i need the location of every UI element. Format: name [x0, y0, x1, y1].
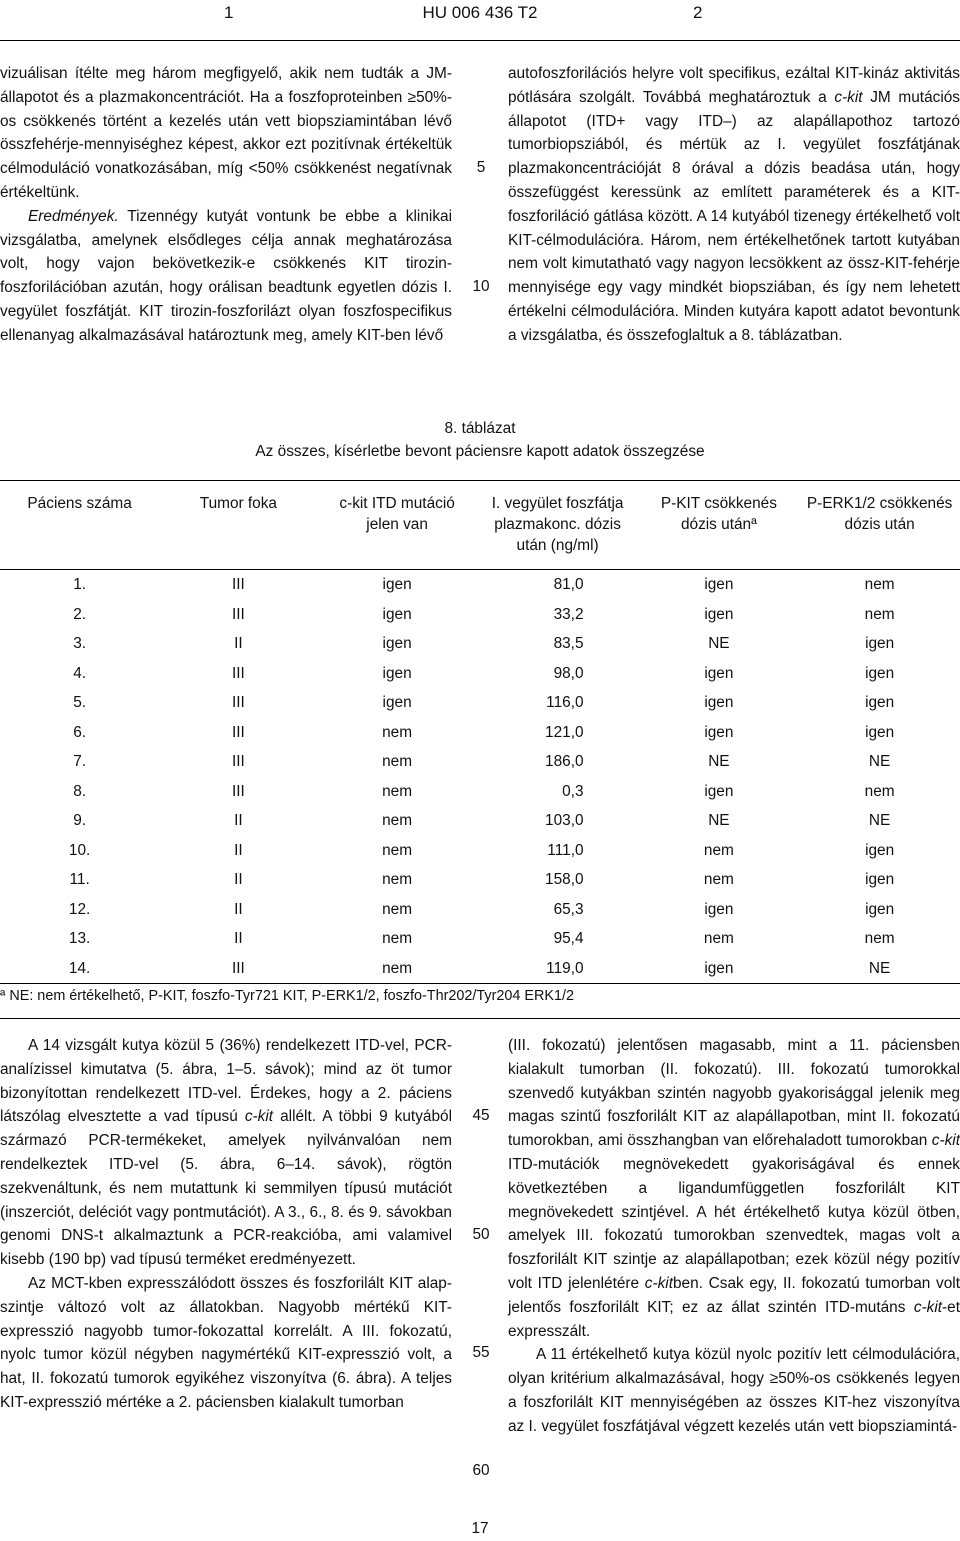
- paragraph: Eredmények. Tizennégy kutyát vontunk be ebbe a klinikai vizsgálatba, amelynek elsődleges célja annak meghatározása volt, hogy vajon bekövetkezik-e csökkenés KIT tirozin-foszforilációban azután, hogy orálisan beadtunk egyetlen dózis I. vegyület foszfátját. KIT tirozin-foszforilázt olyan foszfospecifikus ellenanyag alkalmazásával határoztunk meg, amely KIT-ben lévő: [0, 207, 452, 344]
- line-number: 5: [476, 159, 486, 176]
- table-cell: igen: [704, 576, 734, 593]
- table-cell: 119,0: [477, 954, 639, 984]
- table-cell: II: [234, 812, 243, 829]
- table-cell: 3.: [73, 635, 87, 652]
- table-cell: III: [231, 694, 245, 711]
- table-cell: 10.: [68, 841, 91, 859]
- table-row: [0, 600, 960, 630]
- table-cell: igen: [865, 871, 895, 888]
- col-header-patient: Páciens száma: [0, 481, 159, 570]
- table-cell: 98,0: [553, 664, 584, 682]
- table-cell: III: [231, 723, 245, 741]
- table-cell: igen: [704, 694, 734, 711]
- table-cell: II: [234, 930, 243, 947]
- table-cell: nem: [382, 900, 413, 918]
- table-row: [0, 806, 960, 836]
- table-cell: 4.: [73, 664, 87, 682]
- table-cell: 33,2: [553, 605, 584, 623]
- page-number: 17: [471, 1520, 489, 1537]
- line-number: 60: [472, 1462, 490, 1479]
- table-cell: NE: [708, 812, 730, 829]
- col-header-tumor-grade: Tumor foka: [159, 481, 317, 570]
- table-cell: 1.: [73, 576, 87, 593]
- table-cell: II: [234, 635, 243, 652]
- table-cell: nem: [382, 930, 413, 947]
- table-cell: 111,0: [547, 841, 584, 859]
- table-row: [0, 895, 960, 925]
- table-row: [0, 718, 960, 748]
- table-cell: igen: [704, 605, 734, 623]
- table-cell: NE: [708, 635, 730, 652]
- table-cell: III: [231, 664, 245, 682]
- table-cell: igen: [704, 900, 734, 918]
- table-row: [0, 777, 960, 807]
- table-cell: igen: [382, 576, 412, 593]
- col-header-perk: P-ERK1/2 csökkenés dózis után: [799, 481, 960, 570]
- table-cell: 8.: [73, 782, 87, 800]
- table-cell: nem: [382, 723, 413, 741]
- paragraph: A 14 vizsgált kutya közül 5 (36%) rendelkezett ITD-vel, PCR-analízissel kimutatva (5. ábra, 1–5. sávok); mind az öt tumor bizonyítottan rendelkezett ITD-vel. Érdekes, hogy a 2. páciens látszólag elvesztette a vad típusú c-kit allélt. A többi 9 kutyából származó PCR-termékeket, amelyek nyilvánvalóan nem rendelkeztek ITD-vel (5. ábra, 6–14. sávok), rögtön szekvenáltunk, és nem mutattunk ki semmilyen típusú mutációt (inszerciót, deléciót vagy pontmutációt). A 3., 6., 8. és 9. sávokban genomi DNS-t alkalmaztunk a PCR-reakcióba, ami valamivel kisebb (190 bp) vad típusú terméket eredményezett.: [0, 1037, 452, 1269]
- table-cell: igen: [865, 635, 895, 652]
- gene-name: c-kit: [834, 88, 863, 106]
- table-cell: igen: [382, 605, 412, 623]
- header-right-number: 2: [693, 3, 703, 22]
- gene-name: c-kit: [644, 1274, 673, 1292]
- table-cell: 12.: [68, 900, 91, 918]
- table-cell: nem: [382, 753, 413, 770]
- paragraph: vizuálisan ítélte meg három megfigyelő, akik nem tudták a JM-állapotot és a plazmakoncentrációt. Ha a foszfoproteinben ≥50%-os csökkenés történt a kezelés után vett biopsziamintában lévő összfehérje-mennyiséghez képest, akkor ezt pozitívnak értékeltük célmoduláció vonatkozásában, míg <50% csökkenést negatívnak értékeltünk.: [0, 65, 452, 201]
- table-cell: NE: [708, 753, 730, 770]
- table-cell: nem: [864, 576, 895, 593]
- table-cell: nem: [382, 871, 413, 888]
- paragraph: Az MCT-kben expresszálódott összes és foszforilált KIT alap-szintje változó volt az állatokban. Nagyobb mértékű KIT-expresszió nagyobb tumor-fokozattal korrelált. A III. fokozatú, nyolc tumor közül négyben nagymértékű KIT-expresszió volt, a hat, II. fokozatú tumorok egyikéhez viszonyítva (6. ábra). A teljes KIT-expresszió mértéke a 2. páciensben kialakult tumorban: [0, 1274, 452, 1411]
- line-number: 10: [472, 278, 490, 295]
- table-row: [0, 747, 960, 777]
- table-cell: 13.: [68, 930, 91, 947]
- table-cell: igen: [382, 694, 412, 711]
- table-row: [0, 659, 960, 689]
- col-header-plasma-conc: I. vegyület foszfátja plazmakonc. dózis után (ng/ml): [477, 481, 639, 570]
- table-cell: igen: [382, 664, 412, 682]
- table-cell: II: [234, 871, 243, 888]
- table-cell: nem: [382, 812, 413, 829]
- section-rule: [0, 1018, 960, 1019]
- patent-number: HU 006 436 T2: [422, 3, 538, 22]
- table-cell: II: [234, 841, 243, 859]
- table-cell: nem: [864, 605, 895, 623]
- paragraph: (III. fokozatú) jelentősen magasabb, mint a 11. páciensben kialakult tumorban (II. fokozatú). III. fokozatú tumorokkal szenvedő kutyákban szintén nagyobb gyakorisággal jelenik meg magas szintű foszforilált KIT az alapállapotban, mint II. fokozatú tumorokban, ami összhangban van előrehaladott tumorokban c-kit ITD-mutációk megnövekedett gyakoriságával és ennek következtében a ligandumfüggetlen foszforilált KIT megnövekedett szintjével. A hét értékelhető kutya közül ötben, amelyek III. fokozatú tumorokban szenvedtek, magas volt a foszforilált KIT szintje az alapállapotban; ezek közül négy pozitív volt ITD jelenlétére c-kitben. Csak egy, II. fokozatú tumorban volt jelentős foszforilált KIT; ez az állat szintén ITD-mutáns c-kit-et expresszált.: [508, 1037, 960, 1340]
- results-heading: Eredmények.: [28, 207, 119, 225]
- line-number: 55: [472, 1344, 490, 1361]
- table-cell: igen: [865, 723, 895, 741]
- table-cell: nem: [864, 930, 895, 947]
- table-cell: igen: [639, 954, 800, 984]
- table-cell: 0,3: [562, 782, 584, 800]
- table-row: [0, 865, 960, 895]
- col-header-ckit-itd: c-kit ITD mutáció jelen van: [318, 481, 477, 570]
- table-row: [0, 629, 960, 659]
- table-cell: 81,0: [553, 576, 584, 593]
- line-number: 50: [472, 1226, 490, 1243]
- table-cell: III: [159, 954, 317, 984]
- table-cell: III: [231, 782, 245, 800]
- table-cell: 103,0: [545, 812, 584, 829]
- table-cell: 186,0: [545, 753, 584, 770]
- table-cell: igen: [382, 635, 412, 652]
- gene-name: c-kit: [244, 1108, 274, 1126]
- table-cell: 121,0: [545, 723, 584, 741]
- table-cell: 158,0: [545, 871, 584, 888]
- table-cell: 2.: [73, 605, 87, 623]
- table-cell: 5.: [73, 694, 87, 711]
- table-cell: igen: [865, 664, 895, 682]
- table-cell: III: [231, 605, 245, 623]
- gene-name: c-kit: [931, 1132, 960, 1150]
- table-cell: nem: [703, 930, 734, 947]
- table-cell: 95,4: [553, 930, 584, 947]
- table-row: [0, 954, 960, 984]
- lower-right-column: [508, 1034, 960, 1439]
- table-row: [0, 570, 960, 600]
- table-cell: 6.: [73, 723, 87, 741]
- data-table: [0, 480, 960, 984]
- table-cell: NE: [868, 812, 891, 829]
- line-number: 45: [472, 1107, 490, 1124]
- upper-left-column: [0, 62, 452, 348]
- table-cell: igen: [865, 694, 895, 711]
- table-header-row: [0, 481, 960, 570]
- table-cell: 65,3: [553, 900, 584, 918]
- table-cell: nem: [703, 841, 734, 859]
- table-row: [0, 924, 960, 954]
- table-title: Az összes, kísérletbe bevont páciensre kapott adatok összegzése: [255, 443, 705, 460]
- table-cell: 83,5: [553, 635, 584, 652]
- table-cell: igen: [704, 723, 734, 741]
- table-cell: 9.: [73, 812, 87, 829]
- table-cell: NE: [868, 753, 891, 770]
- table-cell: igen: [704, 664, 734, 682]
- col-header-pkit: P-KIT csökkenés dózis utánª: [639, 481, 800, 570]
- paragraph: A 11 értékelhető kutya közül nyolc pozitív lett célmodulációra, olyan kritérium alkalmazásával, hogy ≥50%-os csökkenés legyen a foszforilált KIT mennyiségében az összes KIT-hez viszonyítva az I. vegyület foszfátjával végzett kezelés után vett biopsziamintá-: [508, 1346, 960, 1435]
- header-rule: [0, 40, 960, 41]
- table-row: [0, 688, 960, 718]
- table-number: 8. táblázat: [444, 420, 516, 437]
- table-cell: igen: [865, 900, 895, 918]
- table-cell: nem: [382, 782, 413, 800]
- table-cell: 14.: [0, 954, 159, 984]
- table-cell: nem: [703, 871, 734, 888]
- paragraph: autofoszforilációs helyre volt specifikus, ezáltal KIT-kináz aktivitás pótlására szolgált. Továbbá meghatároztuk a c-kit JM mutációs állapotot (ITD+ vagy ITD–) az alapállapothoz tartozó tumorbiopsziából, és mértük az I. vegyület foszfátjának plazmakoncentrációját 8 órával a dózis beadása után, hogy összefüggést keressünk az említett paraméterek és a KIT-foszforiláció gátlása között. A 14 kutyából tizenegy értékelhető volt KIT-célmodulációra. Három, nem értékelhetőnek tartott kutyában nem volt kimutatható vagy nagyon lecsökkent az össz-KIT-fehérje mennyisége egy vagy mindkét biopsziában, és így nem lehetett értékelni célmodulációra. Minden kutyára kapott adatot bevontunk a vizsgálatba, és összefoglaltuk a 8. táblázatban.: [508, 65, 960, 344]
- table-cell: igen: [865, 841, 895, 859]
- header-left-number: 1: [224, 3, 234, 22]
- lower-left-column: [0, 1034, 452, 1415]
- gene-name: c-kit: [913, 1298, 943, 1316]
- table-footnote: ª NE: nem értékelhető, P-KIT, foszfo-Tyr721 KIT, P-ERK1/2, foszfo-Thr202/Tyr204 ERK1/2: [0, 988, 574, 1004]
- table-cell: nem: [864, 782, 895, 800]
- table-cell: 7.: [73, 753, 87, 770]
- table-cell: igen: [704, 782, 734, 800]
- table-cell: 11.: [69, 871, 90, 888]
- upper-right-column: [508, 62, 960, 348]
- table-cell: II: [234, 900, 243, 918]
- table-cell: III: [231, 576, 245, 593]
- table-cell: nem: [382, 841, 413, 859]
- table-cell: 116,0: [546, 694, 584, 711]
- table-cell: nem: [318, 954, 477, 984]
- table-cell: III: [231, 753, 245, 770]
- table-row: [0, 836, 960, 866]
- table-cell: NE: [799, 954, 960, 984]
